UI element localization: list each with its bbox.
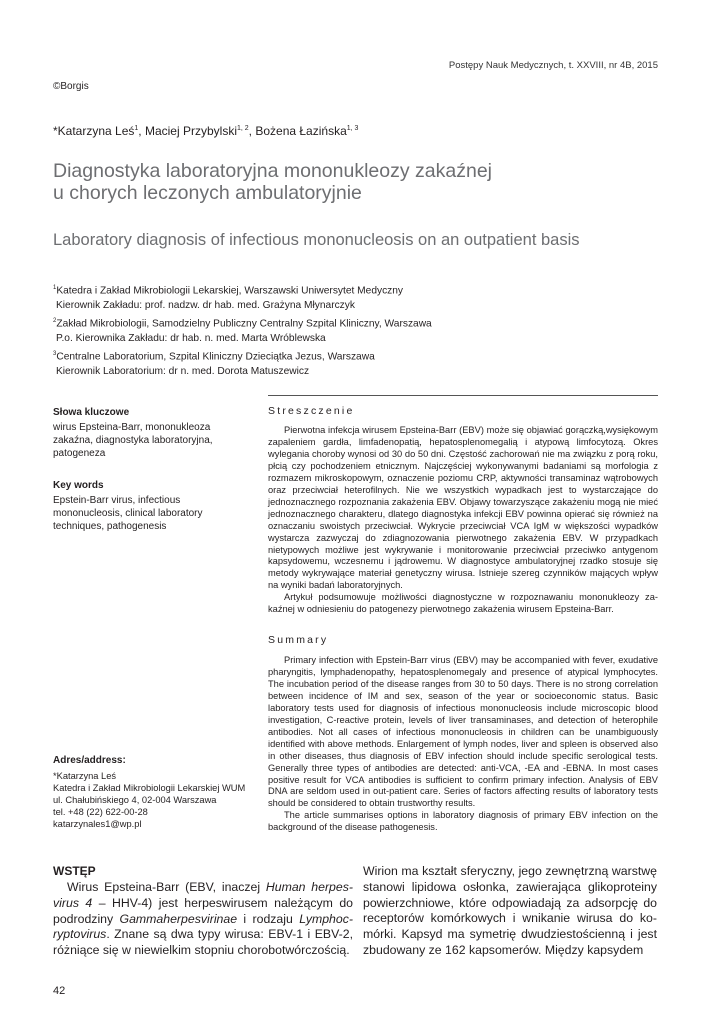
affiliation-3: $^3$Centralne Laboratorium, Szpital Kliniczny Dzieciątka Jezus, Warszawa — [53, 350, 375, 363]
streszczenie-body — [268, 425, 658, 616]
publisher-mark: ©Borgis — [53, 81, 89, 92]
body-left-column — [53, 864, 353, 959]
keywords-pl-line-2: zakaźna, diagnostyka laboratoryjna, — [53, 435, 213, 447]
streszczenie-section — [268, 405, 658, 616]
keywords-en-line-2: mononucleosis, clinical laboratory — [53, 508, 203, 520]
author-2: Maciej Przybylski — [144, 124, 237, 138]
section-heading-wstep: WSTĘP — [53, 864, 96, 878]
authors-line: *Katarzyna Leś$^1$, Maciej Przybylski$^{1, 2}$, Bożena Łazińska$^{1, 3}$ — [53, 124, 359, 138]
address-email: katarzynales1@wp.pl — [53, 819, 142, 829]
journal-header: Postępy Nauk Medycznych, t. XXVIII, nr 4B, 2015 — [448, 60, 658, 71]
affiliations — [53, 281, 432, 380]
title-pl-line-2: u chorych leczonych ambulatoryjnie — [53, 182, 362, 204]
keywords-en — [53, 480, 253, 534]
keywords-pl — [53, 407, 253, 461]
address-line-3: ul. Chałubińskiego 4, 02-004 Warszawa — [53, 795, 217, 805]
address-heading: Adres/address: — [53, 755, 126, 766]
streszczenie-paragraph-2: Artykuł podsumowuje możliwości diagnostyczne w rozpoznawaniu mononukleozy zakaźnej w odniesieniu do patogenezy pierwotnego zakażenia wirusem Epsteina-Barr. — [268, 592, 658, 615]
address-line-2: Katedra i Zakład Mikrobiologii Lekarskiej WUM — [53, 783, 246, 793]
address-line-1: *Katarzyna Leś — [53, 771, 117, 781]
streszczenie-heading: Streszczenie — [268, 405, 355, 417]
summary-paragraph-1: Primary infection with Epstein-Barr virus (EBV) may be accompanied with fever, exudative pharyngitis, lymphadenopathy, hepatosplenomegaly and presence of atypical lymphocytes. The incubation period of the disease ranges from 30 to 50 days. There is no strong correlation between incidence of IM and sex, season of the year or socioeconomic status. Basic laboratory tests used for diagnosis of infectious mononucleosis include microscopic blood investigation, C-reactive protein, levels of liver transaminases, and detection of heterophile antibodies. Not all cases of infectious mononucleosis in children can be unambiguously identified with above methods. Enlargement of lymph nodes, liver and spleen is observed also in other diseases, thus diagnosis of EBV infection should include specific serological tests. Generally three types of antibodies are detected: anti-VCA, -EA and -EBNA. In most cases positive result for VCA antibodies is sufficient to confirm primary infection. Analysis of EBV DNA are seldom used in out-patient care. Series of factors affecting results of laboratory tests should be considered to obtain trustworthy results. — [268, 655, 658, 809]
body-paragraph-left: Wirus Epsteina-Barr (EBV, inaczej Human herpesvirus 4 – HHV-4) jest herpeswirusem należącym do podrodziny Gammaherpesvirinae i rodzaju Lymphocryptovirus. Znane są dwa typy wirusa: EBV-1 i EBV-2, różniące się w niewielkim stopniu chorobotwórczością. — [53, 880, 354, 958]
keywords-en-heading: Key words — [53, 480, 104, 491]
section-divider — [268, 395, 658, 396]
affiliation-1: $^1$Katedra i Zakład Mikrobiologii Lekarskiej, Warszawski Uniwersytet Medyczny — [53, 285, 404, 297]
streszczenie-paragraph-1: Pierwotna infekcja wirusem Epsteina-Barr (EBV) może się objawiać gorączką,wysiękowym zapaleniem gardła, limfadenopatią, hepatosplenomegalią i atypową limfocytozą. Okres wylegania choroby wynosi od 30 do 50 dni. Częstość zachorowań nie ma związku z porą roku, płcią czy pochodzeniem etnicznym. Najczęściej wykonywanymi badaniami są morfologia z rozmazem mikroskopowym, oznaczenie poziomu CRP, aktywności transaminaz wątrobowych oraz przeciwciał heterofilnych. Nie we wszystkich wypadkach jest to wystarczające do jednoznacznego rozpoznania zakażenia EBV. Objawy towarzyszące zakażeniu mogą nie mieć jednoznacznego charakteru, dlatego diagnostyka infekcji EBV powinna opierać się również na oznaczaniu swoistych przeciwciał. Wykrycie przeciwciał VCA IgM w większości wypadków wystarcza zazwyczaj do zdiagnozowania pierwotnego zakażenia EBV. W przypadkach nietypowych możliwe jest wykrywanie i monitorowanie przeciwciał przeciwko antygenom kapsydowemu, wczesnemu i jądrowemu. W diagnostyce ambulatoryjnej rzadko stosuje się metody wykrywające materiał genetyczny wirusa. Istnieje szereg czynników mających wpływ na wyniki badań laboratoryjnych. — [268, 425, 658, 591]
keywords-pl-line-1: wirus Epsteina-Barr, mononukleoza — [53, 422, 211, 433]
keywords-en-line-1: Epstein-Barr virus, infectious — [53, 495, 181, 506]
summary-paragraph-2: The article summarises options in laboratory diagnosis of primary EBV infection on the background of the disease pathogenesis. — [268, 810, 658, 833]
body-paragraph-right: Wirion ma kształt sferyczny, jego zewnętrzną warstwę stanowi lipidowa osłonka, zawierająca glikoproteiny powierzchniowe, które odpowiadają za adsorpcję do receptorów komórkowych i wnikanie wirusa do komórki. Kapsyd ma symetrię dwudziestościenną i jest zbudowany ze 162 kapsomerów. Między kapsydem — [363, 864, 657, 957]
body-right-column — [363, 864, 657, 959]
author-3: Bożena Łazińska — [255, 124, 347, 138]
correspondence-address — [53, 755, 263, 830]
affiliation-3-head: Kierownik Laboratorium: dr n. med. Dorota Matuszewicz — [56, 366, 310, 378]
page-number: 42 — [53, 985, 66, 997]
affiliation-2: $^2$Zakład Mikrobiologii, Samodzielny Publiczny Centralny Szpital Kliniczny, Warszawa — [53, 317, 432, 330]
affiliation-1-head: Kierownik Zakładu: prof. nadzw. dr hab. med. Grażyna Młynarczyk — [56, 300, 355, 312]
summary-heading: Summary — [268, 634, 329, 646]
title-polish — [53, 160, 653, 204]
keywords-pl-line-3: patogeneza — [53, 448, 106, 460]
author-1-sup: 1 — [134, 125, 139, 132]
keywords-en-line-3: techniques, pathogenesis — [53, 521, 167, 533]
address-line-4: tel. +48 (22) 622-00-28 — [53, 807, 148, 817]
title-english: Laboratory diagnosis of infectious mononucleosis on an outpatient basis — [53, 231, 580, 249]
affiliation-2-head: P.o. Kierownika Zakładu: dr hab. n. med. Marta Wróblewska — [56, 333, 326, 345]
summary-section — [268, 634, 658, 834]
author-3-sup: 1, 3 — [346, 125, 359, 132]
title-pl-line-1: Diagnostyka laboratoryjna mononukleozy zakaźnej — [53, 160, 492, 182]
keywords-pl-heading: Słowa kluczowe — [53, 407, 130, 418]
author-2-sup: 1, 2 — [236, 125, 249, 132]
summary-body — [268, 655, 658, 834]
author-1: *Katarzyna Leś — [53, 124, 135, 138]
